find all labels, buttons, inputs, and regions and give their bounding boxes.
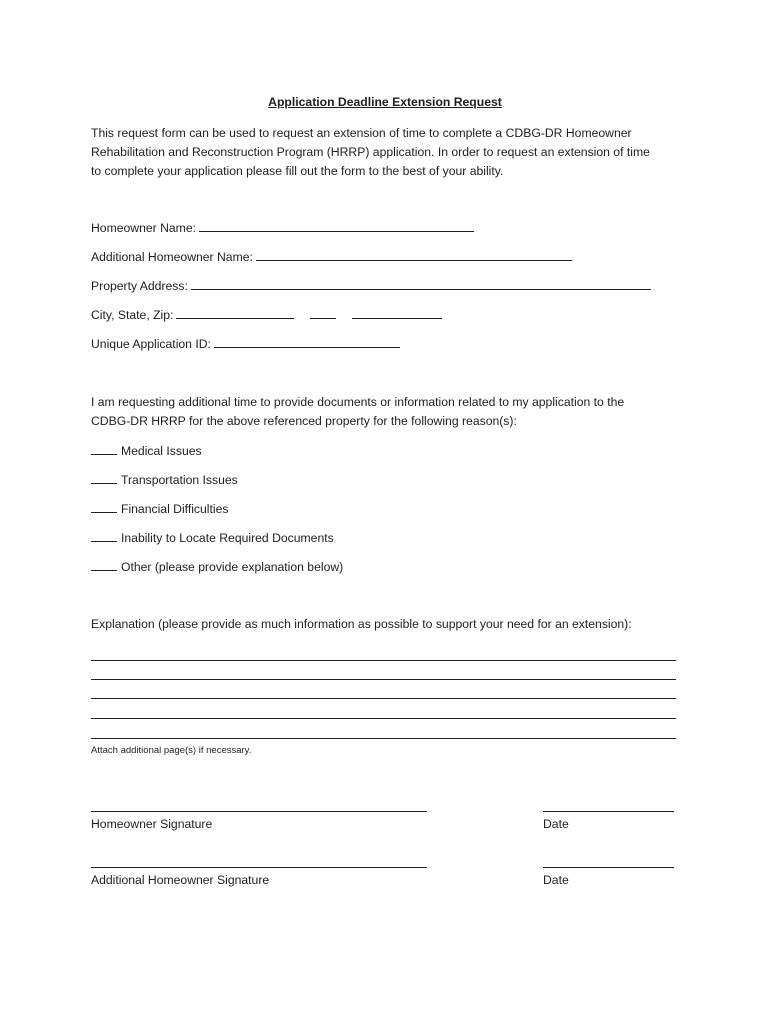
- reason-item-financial: [91, 500, 228, 516]
- homeowner-name-label: Homeowner Name:: [91, 221, 196, 235]
- state-field[interactable]: [310, 306, 336, 319]
- intro-line: to complete your application please fill out the form to the best of your ability.: [91, 164, 504, 178]
- reason-label: Medical Issues: [121, 444, 202, 458]
- additional-homeowner-name-row: [91, 248, 572, 264]
- attach-note: Attach additional page(s) if necessary.: [91, 745, 252, 756]
- homeowner-name-row: [91, 219, 474, 235]
- city-state-zip-label: City, State, Zip:: [91, 308, 174, 322]
- reason-label: Transportation Issues: [121, 473, 238, 487]
- homeowner-name-field[interactable]: [199, 219, 474, 232]
- reason-item-other: [91, 558, 343, 574]
- additional-homeowner-name-label: Additional Homeowner Name:: [91, 250, 253, 264]
- homeowner-signature-label: Homeowner Signature: [91, 817, 213, 831]
- property-address-label: Property Address:: [91, 279, 188, 293]
- intro-paragraph: [91, 124, 691, 181]
- city-state-zip-row: [91, 306, 442, 322]
- reason-label: Inability to Locate Required Documents: [121, 531, 334, 545]
- reason-checkbox-documents[interactable]: [91, 529, 117, 542]
- homeowner-date-line[interactable]: [543, 811, 674, 812]
- reason-checkbox-transportation[interactable]: [91, 471, 117, 484]
- additional-homeowner-signature-label: Additional Homeowner Signature: [91, 873, 270, 887]
- explanation-label: Explanation (please provide as much information as possible to support your need for an extension):: [91, 617, 632, 631]
- reason-item-transportation: [91, 471, 238, 487]
- request-line: I am requesting additional time to provide documents or information related to my application to the: [91, 395, 625, 409]
- form-title: Application Deadline Extension Request: [268, 95, 502, 109]
- reason-label: Financial Difficulties: [121, 502, 229, 516]
- additional-homeowner-name-field[interactable]: [256, 248, 572, 261]
- explanation-line[interactable]: [91, 679, 676, 680]
- reason-label: Other (please provide explanation below): [121, 560, 344, 574]
- explanation-line[interactable]: [91, 718, 676, 719]
- homeowner-date-label: Date: [543, 817, 569, 831]
- zip-field[interactable]: [352, 306, 442, 319]
- city-field[interactable]: [176, 306, 294, 319]
- additional-homeowner-date-label: Date: [543, 873, 569, 887]
- request-line: CDBG-DR HRRP for the above referenced property for the following reason(s):: [91, 414, 517, 428]
- unique-application-id-label: Unique Application ID:: [91, 337, 211, 351]
- explanation-line[interactable]: [91, 660, 676, 661]
- reason-item-documents: [91, 529, 334, 545]
- intro-line: This request form can be used to request an extension of time to complete a CDBG-DR Homeowner: [91, 126, 632, 140]
- reason-checkbox-financial[interactable]: [91, 500, 117, 513]
- request-paragraph: [91, 393, 691, 431]
- reason-item-medical: [91, 442, 202, 458]
- additional-homeowner-signature-line[interactable]: [91, 867, 427, 868]
- unique-application-id-row: [91, 335, 400, 351]
- property-address-field[interactable]: [191, 277, 651, 290]
- intro-line: Rehabilitation and Reconstruction Program (HRRP) application. In order to request an extension of time: [91, 145, 650, 159]
- explanation-line[interactable]: [91, 738, 676, 739]
- reason-checkbox-other[interactable]: [91, 558, 117, 571]
- explanation-line[interactable]: [91, 698, 676, 699]
- additional-homeowner-date-line[interactable]: [543, 867, 674, 868]
- unique-application-id-field[interactable]: [214, 335, 400, 348]
- reason-checkbox-medical[interactable]: [91, 442, 117, 455]
- property-address-row: [91, 277, 651, 293]
- homeowner-signature-line[interactable]: [91, 811, 427, 812]
